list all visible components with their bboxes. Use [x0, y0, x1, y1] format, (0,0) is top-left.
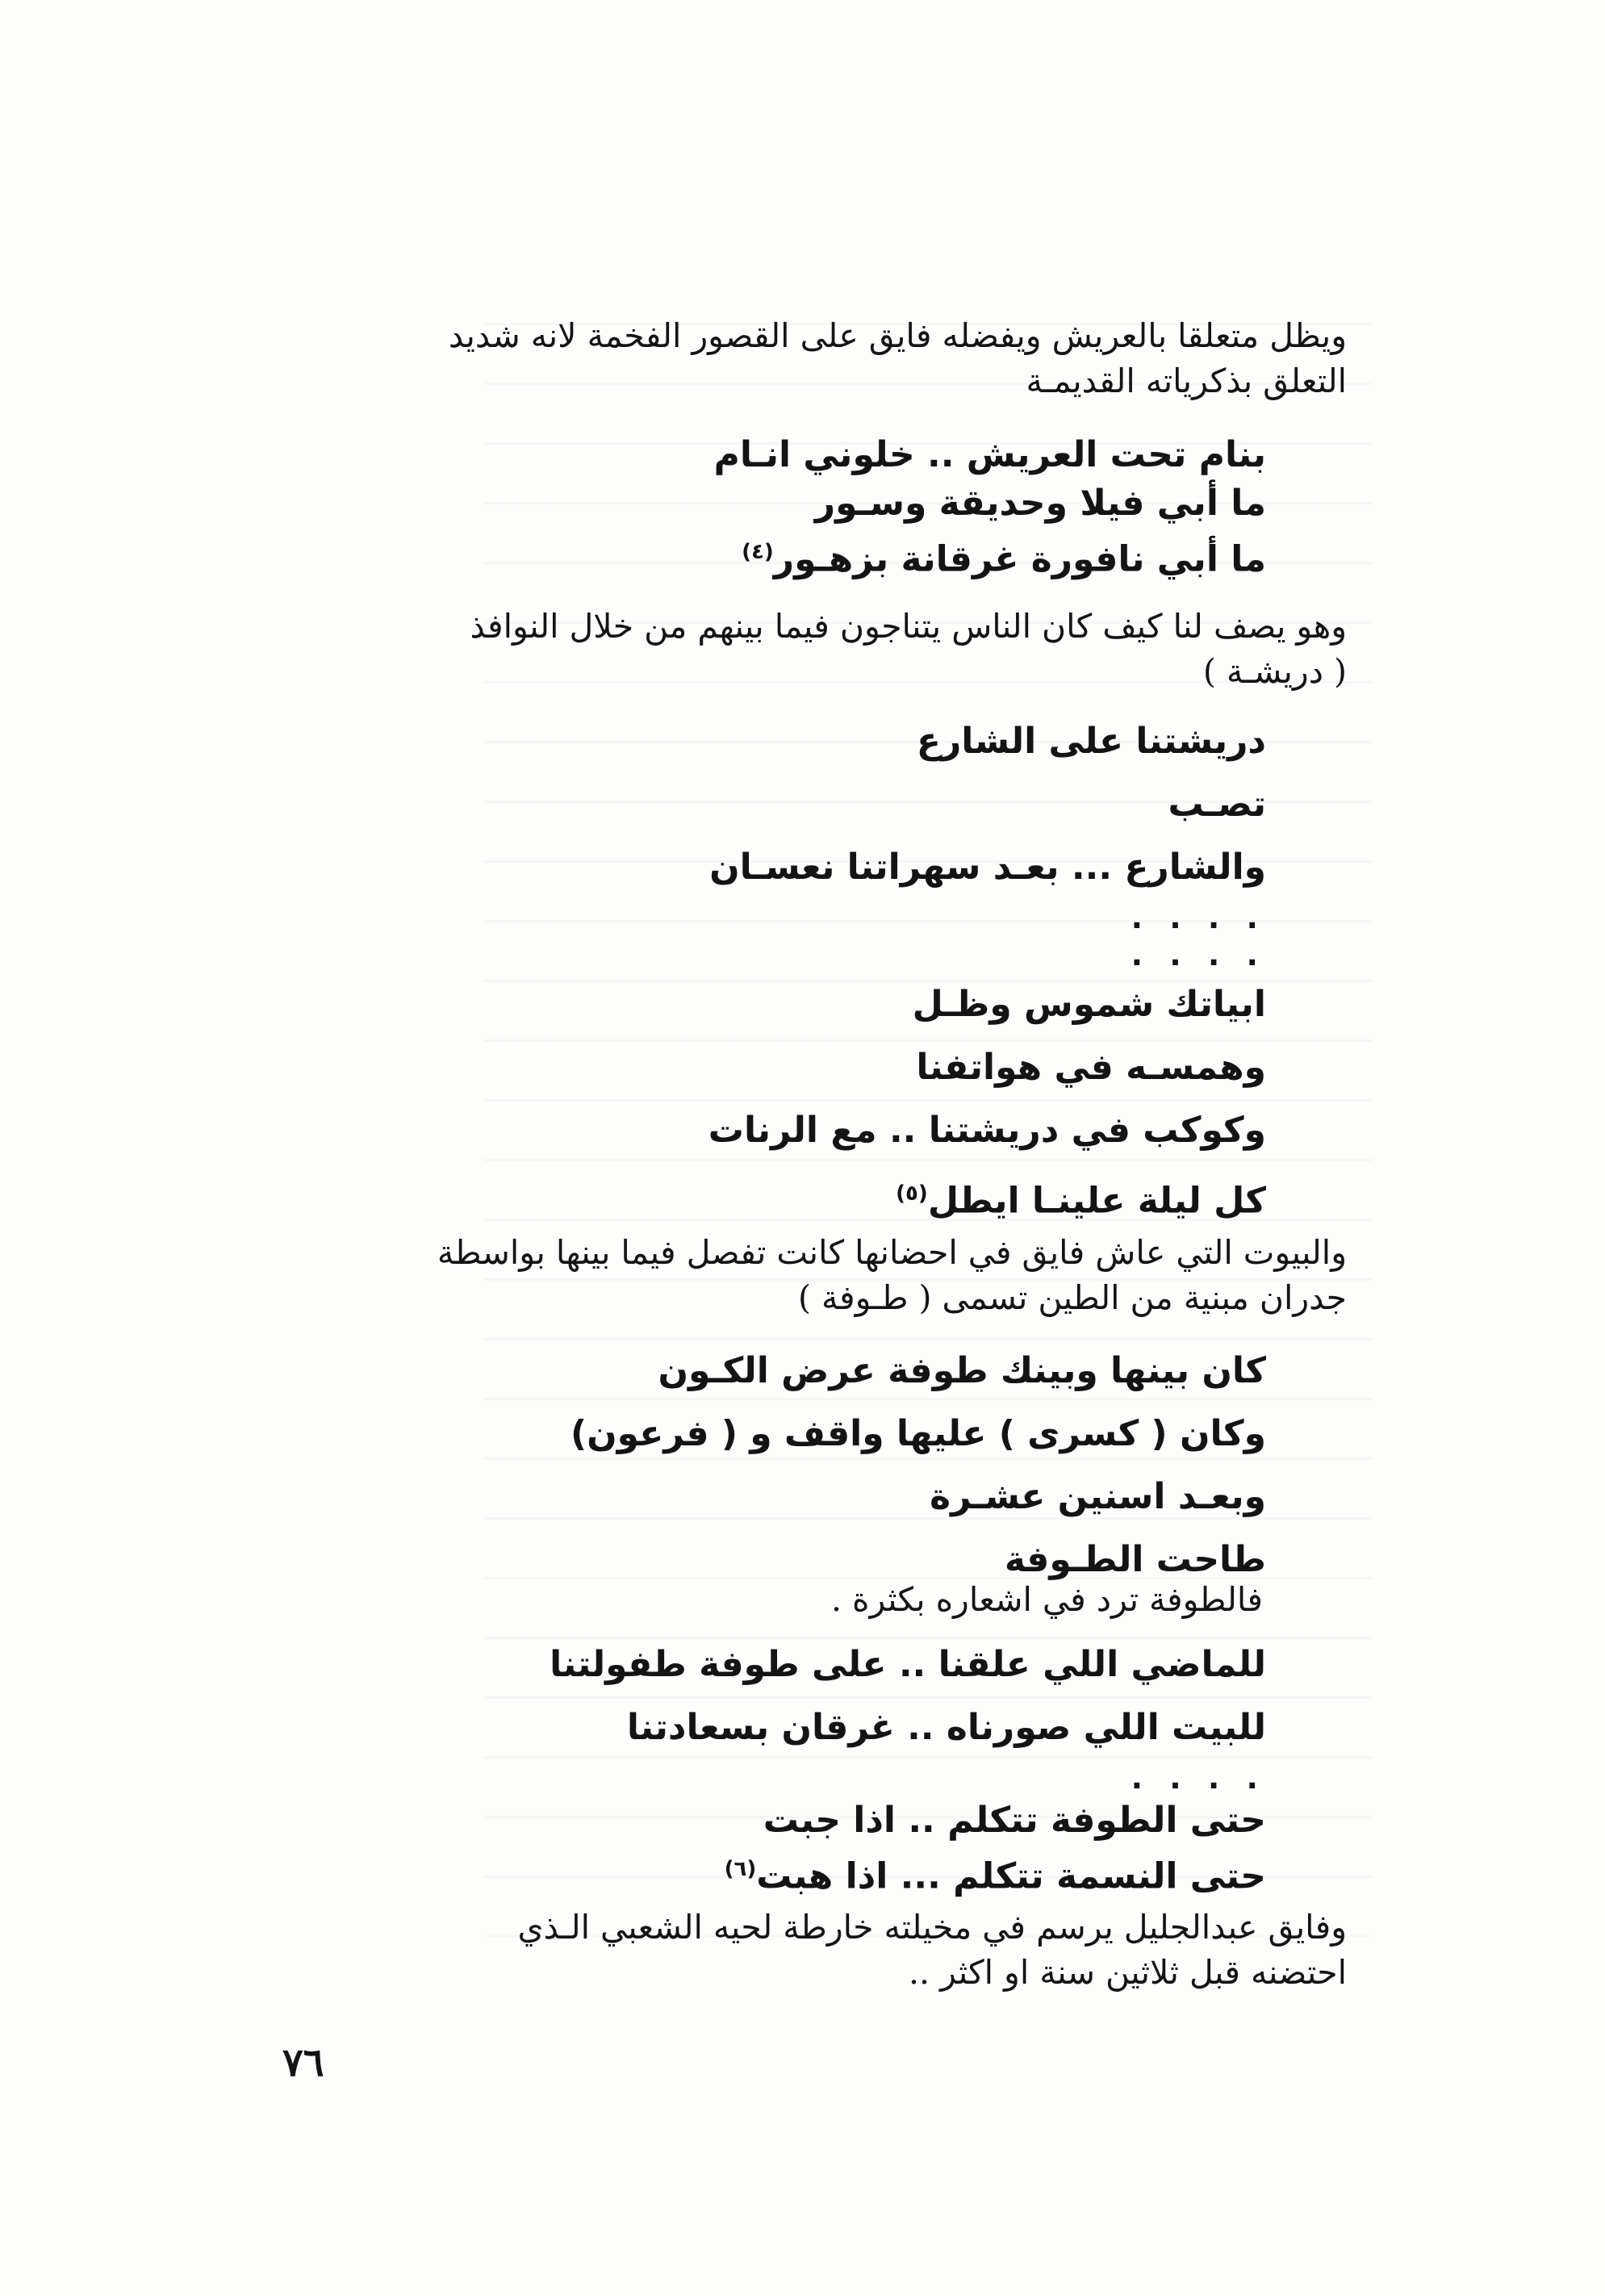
paragraph-5	[306, 1905, 1347, 1995]
paragraph-2-line-1: وهو يصف لنا كيف كان الناس يتناجون فيما بينهم من خلال النوافذ	[470, 607, 1347, 646]
poem-4	[298, 1633, 1266, 1897]
paragraph-5-line-2: احتضنه قبل ثلاثين سنة او اكثر ..	[909, 1953, 1347, 1992]
poem-2-line-2: تصـب	[1168, 784, 1266, 825]
footnote-ref-5: (٥)	[896, 1181, 928, 1206]
paragraph-1	[306, 313, 1347, 404]
poem-1	[298, 431, 1266, 580]
footnote-ref-4: (٤)	[742, 540, 774, 564]
paragraph-2-line-2: ( دريشـة )	[1202, 652, 1347, 691]
poem-2	[298, 710, 1266, 1225]
poem-3-line-1: كان بينها وبينك طوفة عرض الكـون	[658, 1350, 1266, 1391]
poem-2-dots-1: . . . .	[1131, 900, 1266, 935]
paragraph-2	[306, 604, 1347, 694]
paragraph-5-line-1: وفايق عبدالجليل يرسم في مخيلته خارطة لحيه الشعبي الـذي	[517, 1908, 1347, 1947]
footnote-ref-6: (٦)	[724, 1857, 757, 1881]
poem-4-line-4: حتى النسمة تتكلم ... اذا هبت$^{(٦)}$	[724, 1855, 1266, 1897]
paragraph-1-line-1: ويظل متعلقا بالعريش ويفضله فايق على القصور الفخمة لانه شديد	[448, 316, 1347, 355]
poem-4-dots: . . . .	[1131, 1760, 1266, 1796]
poem-1-line-3: ما أبي نافورة غرقانة بزهـور$^{(٤)}$	[742, 538, 1266, 580]
poem-2-line-6: وكوكب في دريشتنا .. مع الرنات	[708, 1110, 1266, 1151]
poem-4-line-2: للبيت اللي صورناه .. غرقان بسعادتنا	[626, 1707, 1266, 1748]
paragraph-4: فالطوفة ترد في اشعاره بكثرة .	[830, 1580, 1263, 1619]
paragraph-3	[306, 1230, 1347, 1320]
poem-2-line-3: والشارع ... بعـد سهراتنا نعسـان	[709, 847, 1266, 888]
poem-2-line-5: وهمسـه في هواتفنا	[916, 1047, 1266, 1088]
page-number: ٧٦	[282, 2040, 324, 2085]
poem-2-dots-2: . . . .	[1131, 937, 1266, 972]
paragraph-1-line-2: التعلق بذكرياته القديمـة	[1026, 362, 1347, 400]
poem-1-line-2: ما أبي فيلا وحديقة وسـور	[814, 483, 1266, 524]
paragraph-3-line-2: جدران مبنية من الطين تسمى ( طـوفة )	[798, 1278, 1347, 1317]
poem-4-line-1: للماضي اللي علقنا .. على طوفة طفولتنا	[550, 1644, 1266, 1685]
poem-4-line-3: حتى الطوفة تتكلم .. اذا جبت	[763, 1800, 1266, 1841]
poem-2-line-7: كل ليلة علينـا ايطل$^{(٥)}$	[896, 1180, 1266, 1222]
poem-3	[298, 1340, 1266, 1591]
paragraph-3-line-1: والبيوت التي عاش فايق في احضانها كانت تفصل فيما بينها بواسطة	[437, 1233, 1347, 1272]
poem-1-line-1: بنام تحت العريش .. خلوني انـام	[713, 434, 1266, 475]
poem-2-line-1: دريشتنا على الشارع	[916, 721, 1266, 762]
poem-2-line-4: ابياتك شموس وظـل	[912, 984, 1266, 1025]
poem-3-line-4: طاحت الطـوفة	[1004, 1539, 1266, 1580]
poem-3-line-3: وبعـد اسنين عشـرة	[930, 1476, 1266, 1517]
poem-3-line-2: وكان ( كسرى ) عليها واقف و ( فرعون)	[571, 1413, 1266, 1454]
